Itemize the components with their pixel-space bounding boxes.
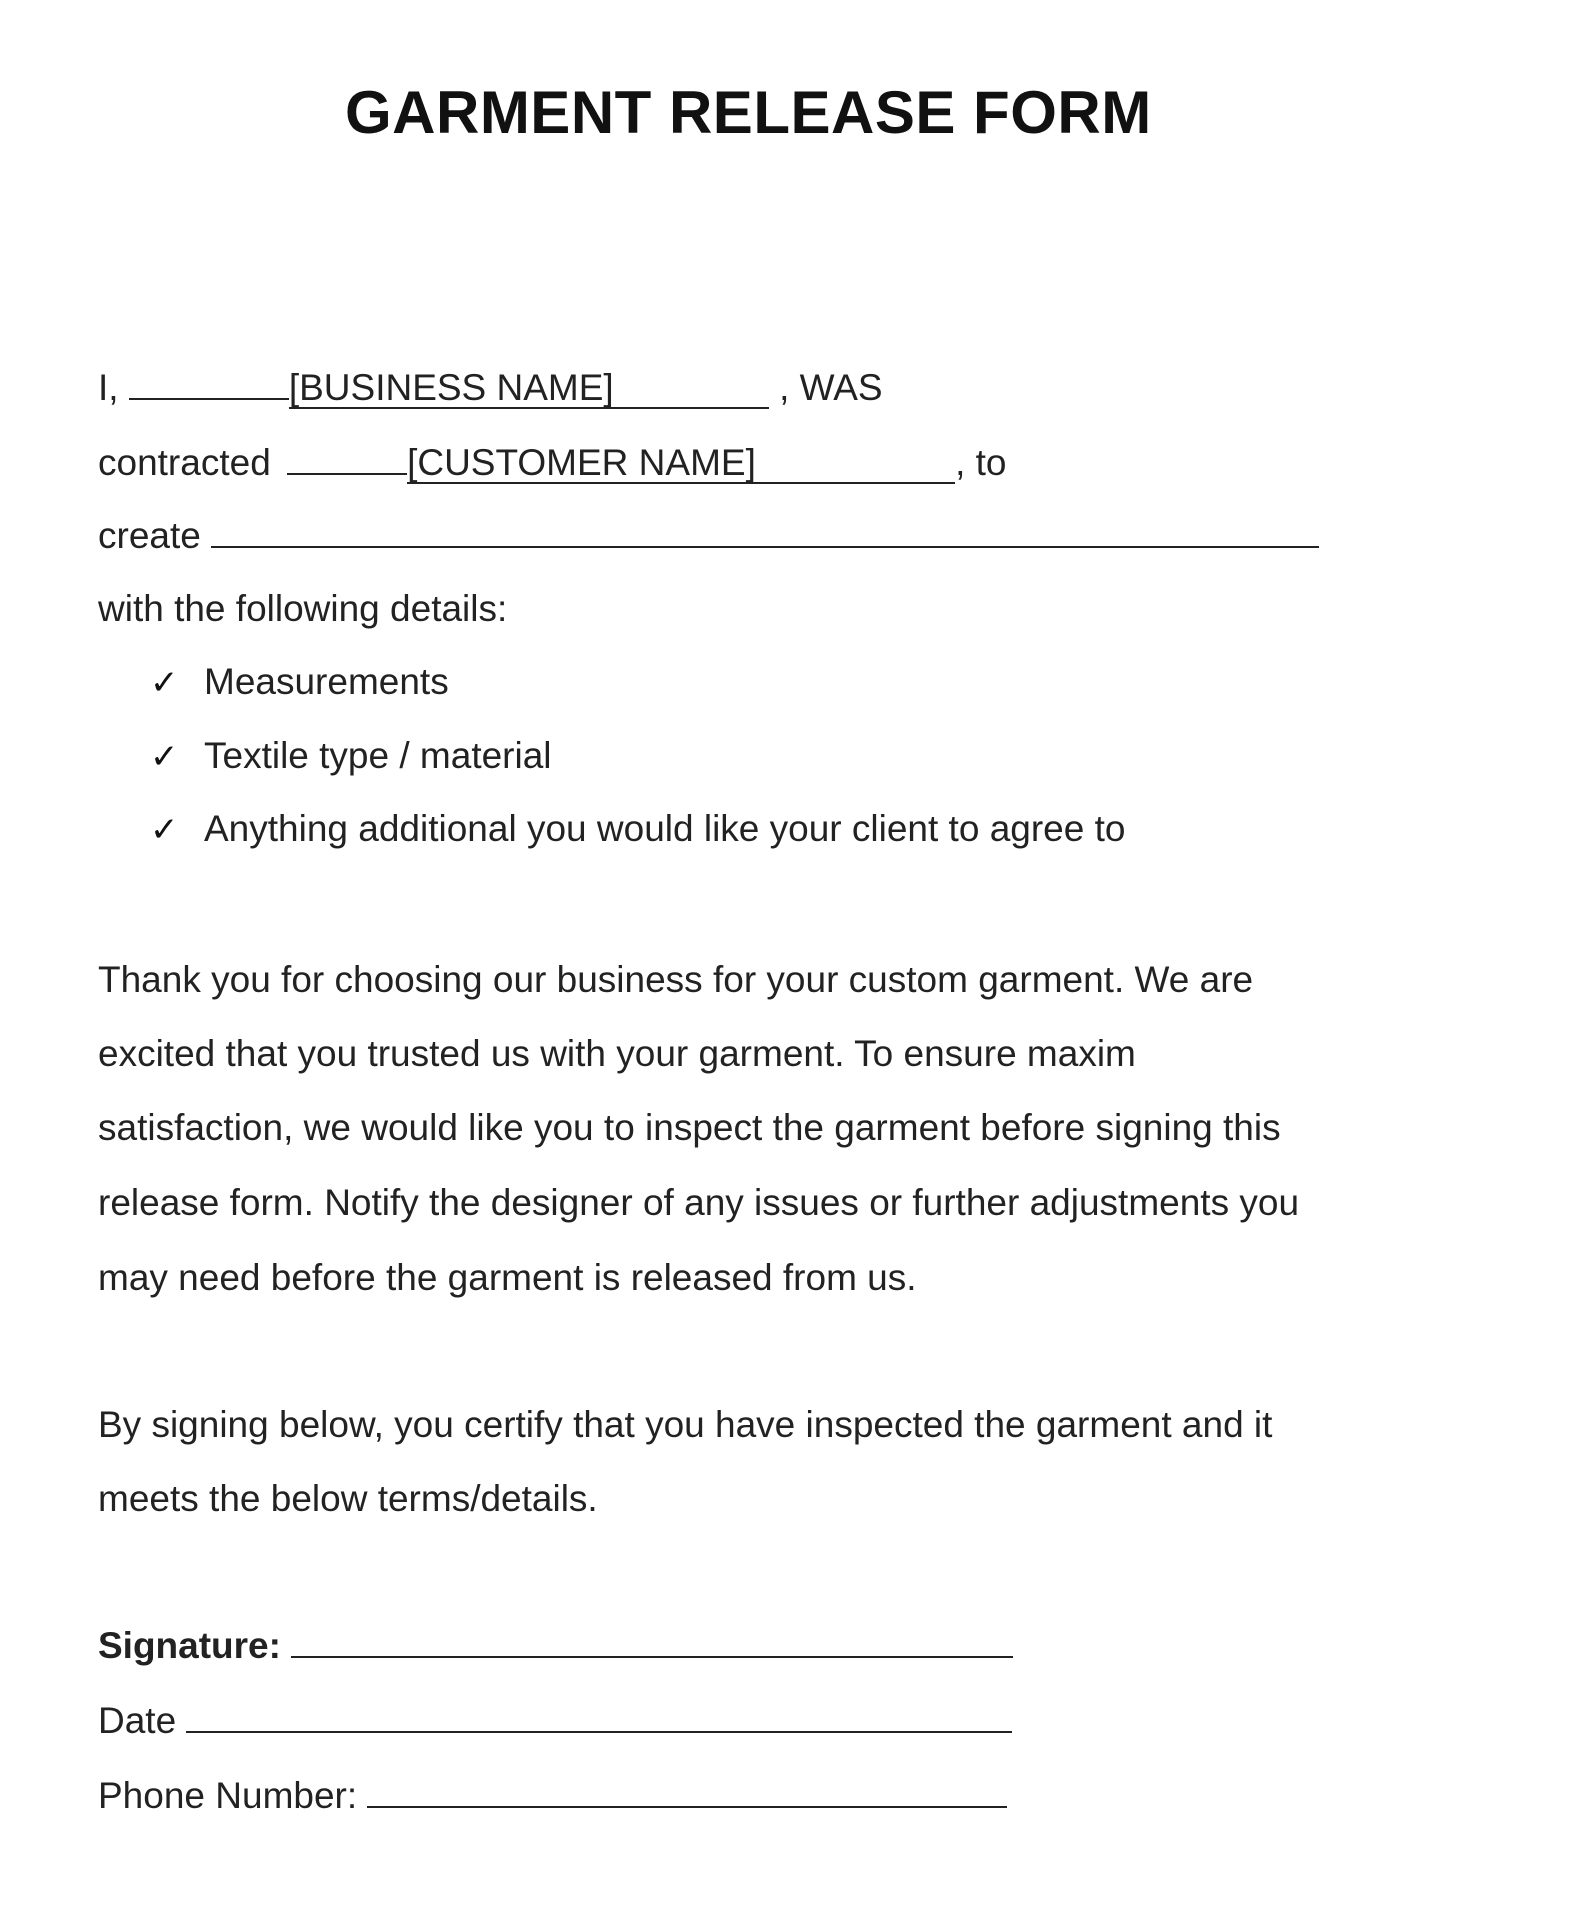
checklist-item-textile bbox=[150, 734, 552, 779]
checklist-item-label: Textile type / material bbox=[204, 735, 552, 776]
intro-suffix-was: , WAS bbox=[779, 367, 883, 408]
phone-row bbox=[98, 1772, 1007, 1818]
signature-label: Signature: bbox=[98, 1625, 281, 1666]
intro-line-business bbox=[98, 364, 883, 410]
intro-suffix-to: , to bbox=[955, 442, 1007, 483]
intro-prefix-contracted: contracted bbox=[98, 442, 271, 483]
business-name-field[interactable] bbox=[289, 369, 769, 409]
paragraph2-line: meets the below terms/details. bbox=[98, 1478, 598, 1519]
intro-line-customer bbox=[98, 439, 1006, 485]
paragraph1-line: satisfaction, we would like you to inspect the garment before signing this bbox=[98, 1107, 1281, 1148]
phone-label: Phone Number: bbox=[98, 1775, 358, 1816]
business-name-lead-blank[interactable] bbox=[129, 364, 289, 400]
paragraph1-line: may need before the garment is released from us. bbox=[98, 1257, 917, 1298]
customer-name-lead-blank[interactable] bbox=[287, 439, 407, 475]
signature-field[interactable] bbox=[291, 1622, 1013, 1658]
customer-name-field[interactable] bbox=[407, 444, 955, 484]
phone-field[interactable] bbox=[367, 1772, 1007, 1808]
date-row bbox=[98, 1697, 1012, 1743]
customer-name-placeholder: [CUSTOMER NAME] bbox=[407, 442, 756, 483]
create-item-field[interactable] bbox=[211, 512, 1319, 548]
paragraph1-line: Thank you for choosing our business for your custom garment. We are bbox=[98, 959, 1254, 1000]
paragraph1-line: excited that you trusted us with your garment. To ensure maxim bbox=[98, 1033, 1136, 1074]
paragraph1-line: release form. Notify the designer of any issues or further adjustments you bbox=[98, 1182, 1300, 1223]
intro-prefix-create: create bbox=[98, 515, 201, 556]
check-icon: ✓ bbox=[150, 738, 179, 776]
check-icon: ✓ bbox=[150, 664, 179, 702]
checklist-item-label: Measurements bbox=[204, 661, 449, 702]
business-name-placeholder: [BUSINESS NAME] bbox=[288, 367, 614, 408]
signature-row bbox=[98, 1622, 1013, 1668]
intro-prefix-i: I, bbox=[98, 367, 119, 408]
checklist-item-label: Anything additional you would like your client to agree to bbox=[204, 808, 1126, 849]
date-label: Date bbox=[98, 1700, 177, 1741]
checklist-item-additional bbox=[150, 807, 1125, 852]
page-title: GARMENT RELEASE FORM bbox=[345, 79, 1152, 146]
intro-line-details: with the following details: bbox=[98, 588, 508, 629]
date-field[interactable] bbox=[186, 1697, 1012, 1733]
checklist-item-measurements bbox=[150, 660, 449, 705]
check-icon: ✓ bbox=[150, 811, 179, 849]
paragraph2-line: By signing below, you certify that you have inspected the garment and it bbox=[98, 1404, 1273, 1445]
intro-line-create bbox=[98, 512, 1319, 558]
